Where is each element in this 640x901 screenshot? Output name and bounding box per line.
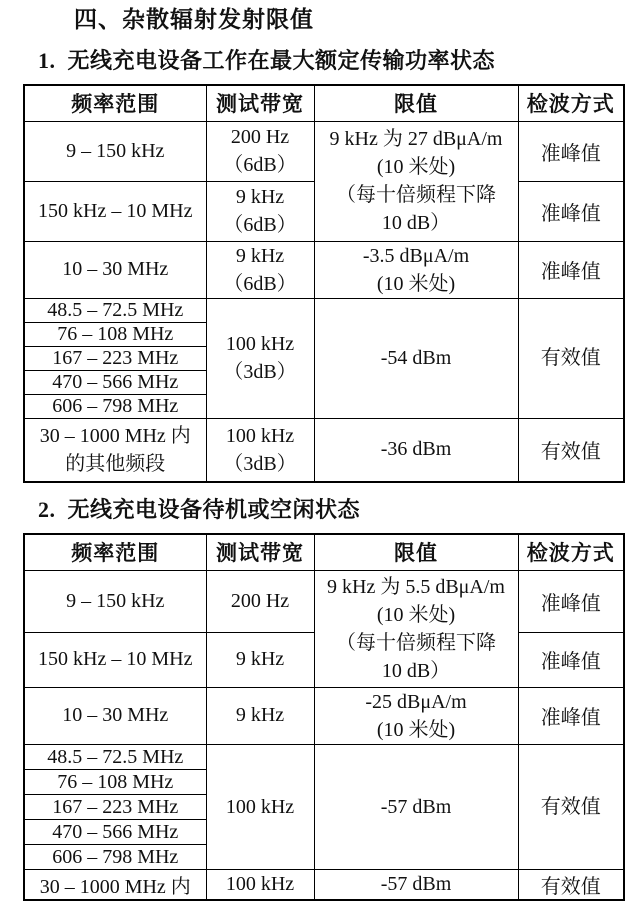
table-row [24,869,624,900]
cell-line: 9 kHz [235,244,285,267]
cell-line: (10 米处) [376,603,456,626]
cell-line: (10 米处) [376,718,456,741]
table2-col-header-limit: 限值 [314,534,518,570]
section-1-heading [38,47,640,75]
cell-line: （3dB） [223,361,297,383]
cell-frequency [24,418,206,482]
cell-detector-merged: 有效值 [518,744,624,869]
table-row [24,570,624,632]
cell-detector: 准峰值 [518,687,624,744]
cell-limit-merged: -54 dBm [314,298,518,418]
cell-frequency: 470 – 566 MHz [24,819,206,844]
cell-frequency: 9 – 150 kHz [24,570,206,632]
section-2-heading [38,496,640,524]
cell-line: （6dB） [223,214,297,236]
cell-line: 100 kHz [225,424,295,447]
cell-limit: -36 dBm [314,418,518,482]
cell-frequency: 606 – 798 MHz [24,844,206,869]
cell-line: （3dB） [223,452,297,475]
cell-bandwidth: 100 kHz [206,869,314,900]
table1-col-header-test-bandwidth: 测试带宽 [206,85,314,121]
cell-frequency: 167 – 223 MHz [24,794,206,819]
cell-limit-merged [314,121,518,241]
cell-line: 9 kHz [235,186,285,208]
cell-bandwidth: 200 Hz [206,570,314,632]
cell-bandwidth [206,241,314,298]
cell-line: 9 kHz 为 27 dBμA/m [329,128,503,150]
table2-col-header-test-bandwidth: 测试带宽 [206,534,314,570]
cell-line: （每十倍频程下降 [336,631,496,654]
cell-line: 200 Hz [230,126,290,148]
cell-frequency: 167 – 223 MHz [24,346,206,370]
cell-limit: -57 dBm [314,869,518,900]
table1-col-header-detector: 检波方式 [518,85,624,121]
cell-detector: 准峰值 [518,570,624,632]
cell-line: -25 dBμA/m [365,690,467,713]
cell-frequency: 10 – 30 MHz [24,241,206,298]
table2-header-row [24,534,624,570]
cell-limit-merged [314,570,518,687]
table-row [24,121,624,181]
cell-frequency: 48.5 – 72.5 MHz [24,744,206,769]
cell-line: 9 kHz 为 5.5 dBμA/m [327,575,505,598]
cell-line: 的其他频段 [65,452,166,475]
cell-detector: 有效值 [518,869,624,900]
cell-frequency: 30 – 1000 MHz 内 [24,869,206,900]
cell-frequency: 150 kHz – 10 MHz [24,632,206,687]
cell-frequency: 48.5 – 72.5 MHz [24,298,206,322]
cell-line: (10 米处) [376,156,456,178]
table1-col-header-frequency-range: 频率范围 [24,85,206,121]
cell-bandwidth [206,121,314,181]
cell-limit [314,687,518,744]
table-standby-idle-limits [23,533,625,901]
cell-detector: 准峰值 [518,181,624,241]
cell-frequency: 606 – 798 MHz [24,394,206,418]
cell-frequency: 470 – 566 MHz [24,370,206,394]
table-row [24,241,624,298]
cell-bandwidth [206,418,314,482]
table-row [24,687,624,744]
table2-col-header-frequency-range: 频率范围 [24,534,206,570]
section-1-number: 1. [38,48,56,73]
table-row [24,744,624,769]
cell-frequency: 10 – 30 MHz [24,687,206,744]
cell-bandwidth-merged: 100 kHz [206,744,314,869]
cell-line: 100 kHz [225,333,295,355]
cell-detector: 准峰值 [518,241,624,298]
cell-detector: 有效值 [518,418,624,482]
document-page [0,6,640,898]
section-1-title: 无线充电设备工作在最大额定传输功率状态 [67,48,496,73]
cell-detector: 准峰值 [518,632,624,687]
cell-frequency: 76 – 108 MHz [24,322,206,346]
cell-line: （6dB） [223,154,297,176]
cell-limit-merged: -57 dBm [314,744,518,869]
cell-bandwidth [206,181,314,241]
cell-frequency: 9 – 150 kHz [24,121,206,181]
cell-line: -3.5 dBμA/m [362,244,470,267]
cell-limit [314,241,518,298]
section-2-number: 2. [38,497,56,522]
cell-bandwidth-merged [206,298,314,418]
table2-col-header-detector: 检波方式 [518,534,624,570]
cell-line: 30 – 1000 MHz 内 [39,424,191,447]
cell-detector: 准峰值 [518,121,624,181]
table-row [24,298,624,322]
cell-bandwidth: 9 kHz [206,632,314,687]
cell-line: （每十倍频程下降 [336,184,496,206]
cell-line: (10 米处) [376,272,456,295]
cell-detector-merged: 有效值 [518,298,624,418]
table1-header-row [24,85,624,121]
section-2-title: 无线充电设备待机或空闲状态 [67,497,361,522]
table-max-power-limits [23,84,625,483]
cell-frequency: 76 – 108 MHz [24,769,206,794]
cell-frequency: 150 kHz – 10 MHz [24,181,206,241]
table-row [24,418,624,482]
cell-line: 10 dB） [381,212,451,234]
cell-bandwidth: 9 kHz [206,687,314,744]
table1-col-header-limit: 限值 [314,85,518,121]
cell-line: 10 dB） [381,659,451,682]
cell-line: （6dB） [223,272,297,295]
page-title: 四、杂散辐射发射限值 [74,7,314,32]
